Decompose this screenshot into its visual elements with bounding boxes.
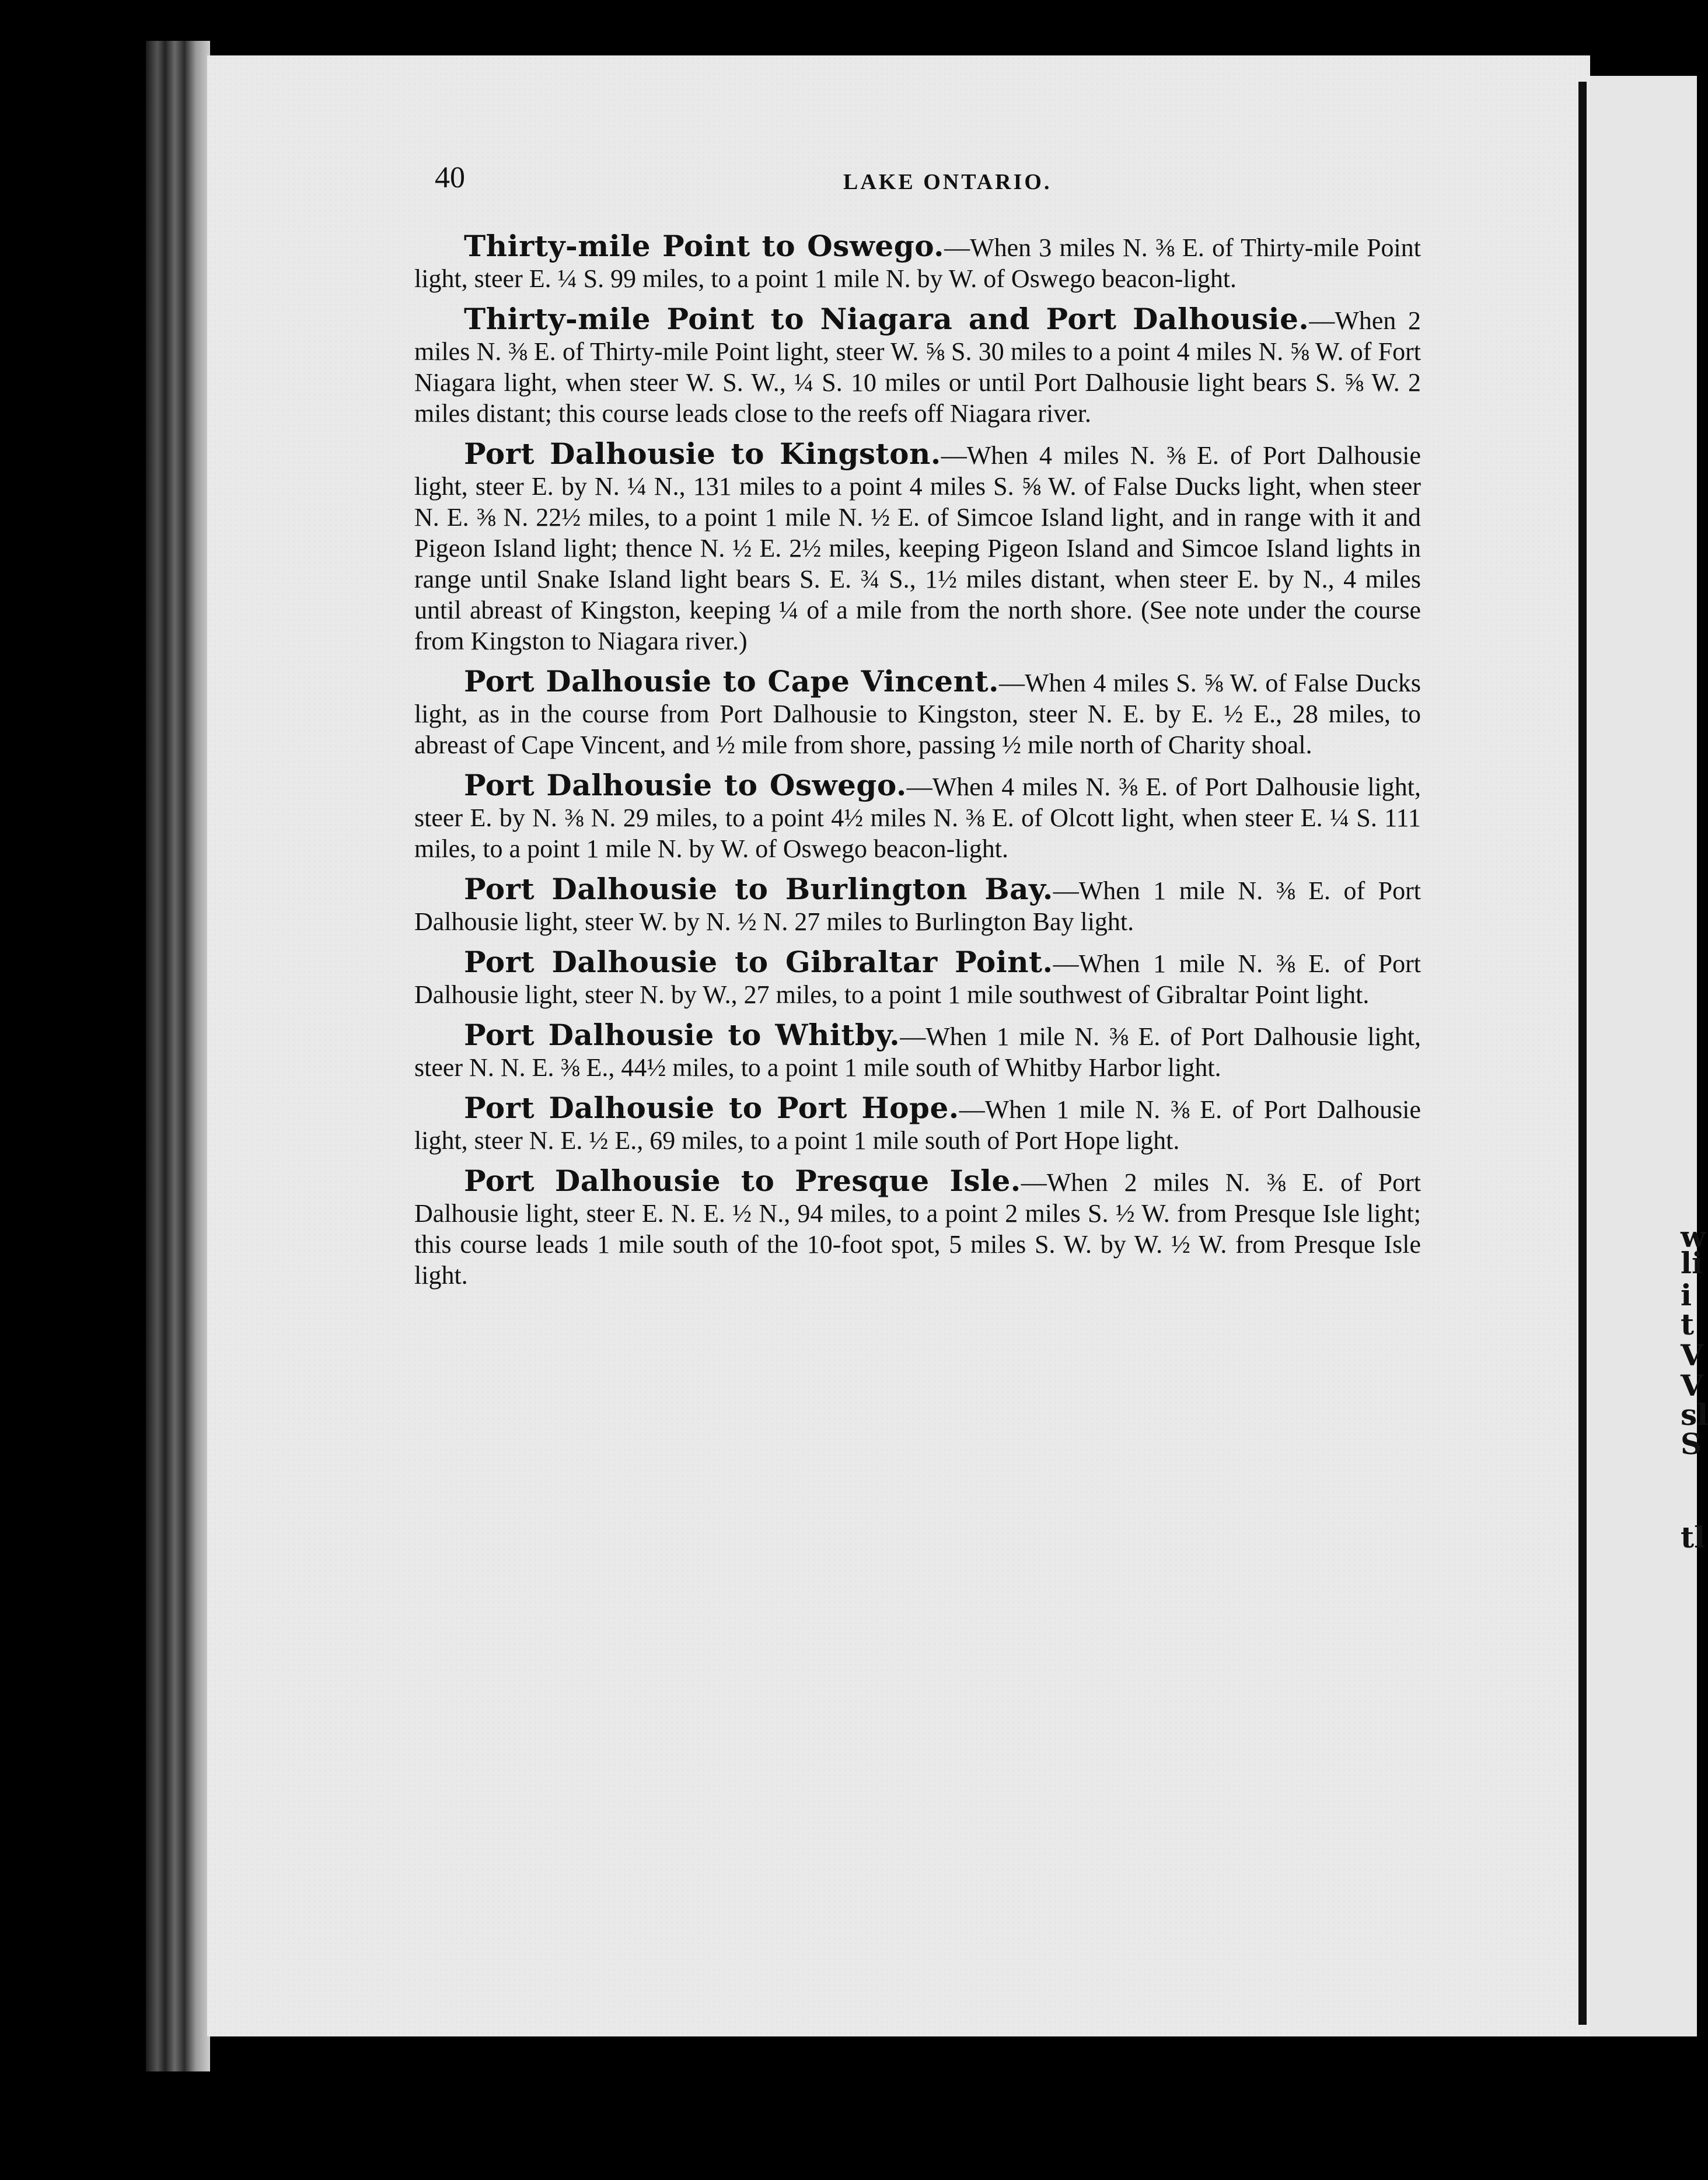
course-entry	[414, 230, 1421, 294]
course-directions: —When 1 mile N. ⅜ E. of Port Dalhousie light, steer W. by N. ½ N. 27 miles to Burlington Bay light.	[414, 876, 1421, 936]
course-entry	[414, 946, 1421, 1010]
course-directions: —When 3 miles N. ⅜ E. of Thirty-mile Point light, steer E. ¼ S. 99 miles, to a point 1 mile N. by W. of Oswego beacon-light.	[414, 233, 1421, 293]
course-entry	[414, 303, 1421, 429]
page-gutter	[1578, 82, 1587, 2025]
course-entry	[414, 666, 1421, 760]
course-heading: Port Dalhousie to Port Hope.	[464, 1091, 959, 1125]
course-heading: Thirty-mile Point to Oswego.	[464, 229, 945, 263]
course-heading: Port Dalhousie to Oswego.	[464, 768, 907, 802]
course-directions: —When 4 miles N. ⅜ E. of Port Dalhousie light, steer E. by N. ¼ N., 131 miles to a point 4 miles S. ⅝ W. of False Ducks light, when steer N. E. ⅜ N. 22½ miles, to a point 1 mile N. ½ E. of Simcoe Island light, and in range with it and Pigeon Island light; thence N. ½ E. 2½ miles, keeping Pigeon Island and Simcoe Island lights in range until Snake Island light bears S. E. ¾ S., 1½ miles distant, when steer E. by N., 4 miles until abreast of Kingston, keeping ¼ of a mile from the north shore. (See note under the course from Kingston to Niagara river.)	[414, 441, 1421, 655]
fragment-letter: li	[1681, 1246, 1703, 1280]
course-entry	[414, 1019, 1421, 1083]
course-entry	[414, 874, 1421, 937]
course-entry	[414, 1165, 1421, 1291]
course-directions: —When 1 mile N. ⅜ E. of Port Dalhousie light, steer N. N. E. ⅜ E., 44½ miles, to a point 1 mile south of Whitby Harbor light.	[414, 1022, 1421, 1082]
course-heading: Port Dalhousie to Whitby.	[464, 1018, 900, 1052]
course-heading: Thirty-mile Point to Niagara and Port Dalhousie.	[464, 302, 1309, 336]
page-number: 40	[435, 161, 465, 194]
fragment-letter: sl	[1681, 1398, 1708, 1432]
course-directions: —When 2 miles N. ⅜ E. of Thirty-mile Point light, steer W. ⅝ S. 30 miles to a point 4 miles N. ⅝ W. of Fort Niagara light, when steer W. S. W., ¼ S. 10 miles or until Port Dalhousie light bears S. ⅝ W. 2 miles distant; this course leads close to the reefs off Niagara river.	[414, 306, 1421, 428]
fragment-letter: t	[1681, 1307, 1695, 1341]
facing-page-edge	[1590, 76, 1697, 2036]
course-heading: Port Dalhousie to Presque Isle.	[464, 1164, 1021, 1198]
course-directions: —When 1 mile N. ⅜ E. of Port Dalhousie light, steer N. E. ½ E., 69 miles, to a point 1 mile south of Port Hope light.	[414, 1095, 1421, 1155]
course-directions: —When 2 miles N. ⅜ E. of Port Dalhousie light, steer E. N. E. ½ N., 94 miles, to a point 2 miles S. ½ W. from Presque Isle light; this course leads 1 mile south of the 10-foot spot, 5 miles S. W. by W. ½ W. from Presque Isle light.	[414, 1168, 1421, 1290]
course-heading: Port Dalhousie to Kingston.	[464, 436, 941, 471]
fragment-letter: S	[1681, 1427, 1702, 1461]
course-directions: —When 1 mile N. ⅜ E. of Port Dalhousie light, steer N. by W., 27 miles, to a point 1 mile southwest of Gibraltar Point light.	[414, 949, 1421, 1009]
course-heading: Port Dalhousie to Gibraltar Point.	[464, 945, 1053, 979]
fragment-letter: w	[1681, 1220, 1706, 1254]
fragment-letter: V	[1681, 1368, 1703, 1403]
course-entry	[414, 1092, 1421, 1156]
sailing-directions-text	[414, 230, 1421, 1300]
course-directions: —When 4 miles S. ⅝ W. of False Ducks light, as in the course from Port Dalhousie to Kingston, steer N. E. by E. ½ E., 28 miles, to abreast of Cape Vincent, and ½ mile from shore, passing ½ mile north of Charity shoal.	[414, 669, 1421, 759]
fragment-letter: tl	[1681, 1520, 1706, 1554]
running-title: LAKE ONTARIO.	[843, 170, 1052, 194]
course-heading: Port Dalhousie to Burlington Bay.	[464, 872, 1053, 906]
course-entry	[414, 770, 1421, 864]
fragment-letter: i	[1681, 1278, 1692, 1312]
course-directions: —When 4 miles N. ⅜ E. of Port Dalhousie light, steer E. by N. ⅜ N. 29 miles, to a point 4½ miles N. ⅜ E. of Olcott light, when steer E. ¼ S. 111 miles, to a point 1 mile N. by W. of Oswego beacon-light.	[414, 773, 1421, 863]
fragment-letter: V	[1681, 1338, 1703, 1372]
book-spine	[146, 41, 210, 2071]
course-heading: Port Dalhousie to Cape Vincent.	[464, 664, 999, 698]
course-entry	[414, 438, 1421, 656]
